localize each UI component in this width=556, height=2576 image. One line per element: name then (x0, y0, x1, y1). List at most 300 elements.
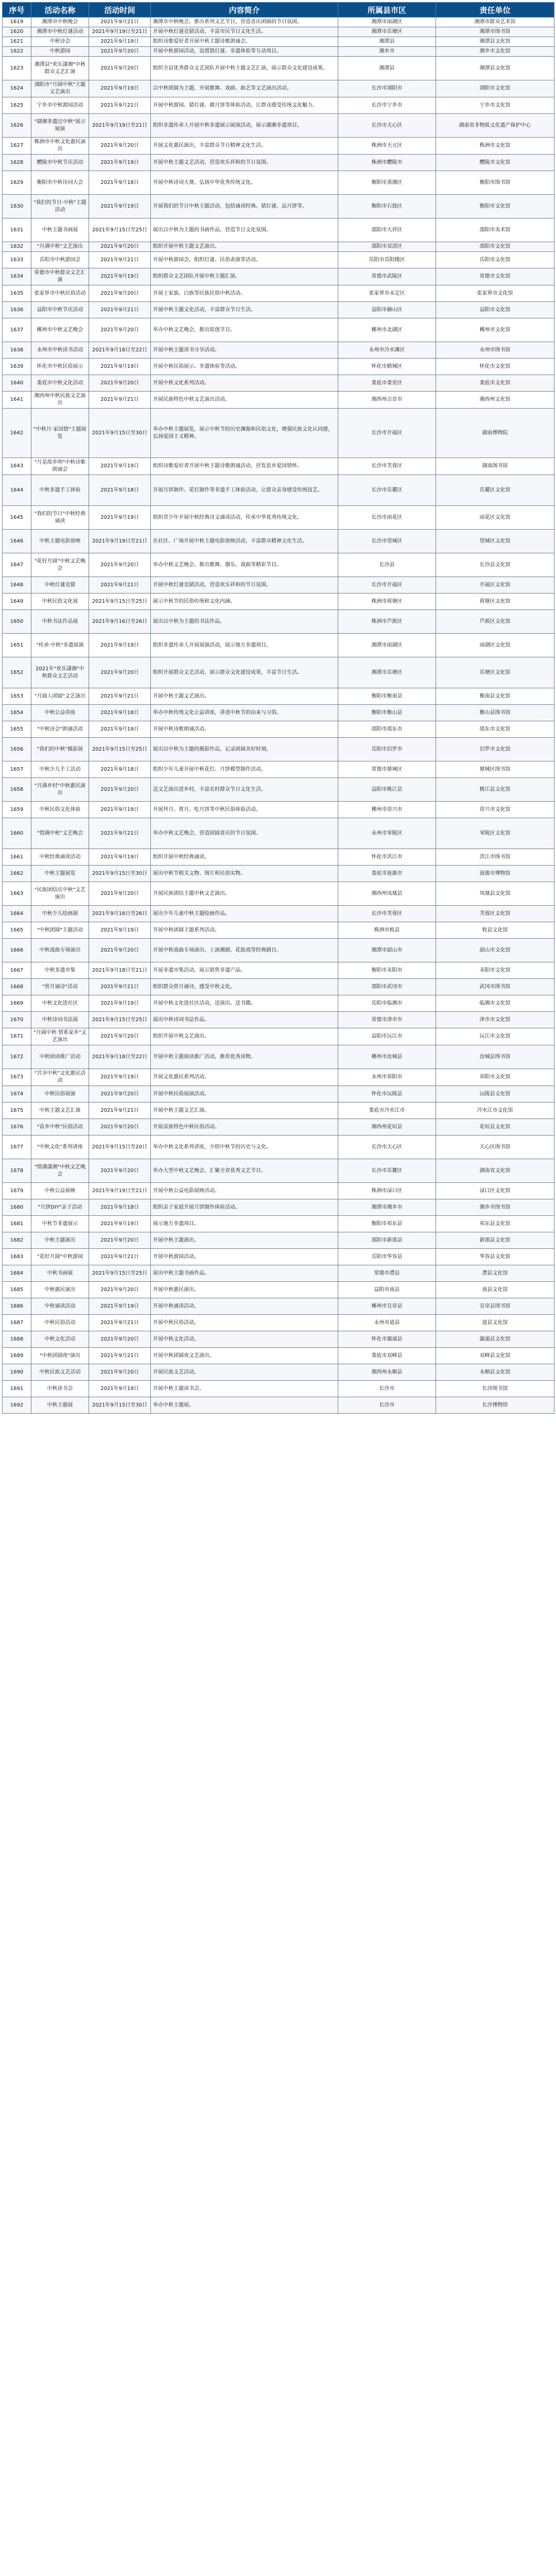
serial-number-cell: 1689 (3, 1348, 31, 1364)
responsible-unit-cell: 道县文化馆 (436, 1315, 554, 1331)
activity-name-cell: "民族团结庆中秋"文艺演出 (31, 882, 89, 906)
activity-time-cell: 2021年9月21日 (89, 818, 151, 849)
county-district-cell: 株洲市渌口区 (338, 1183, 436, 1199)
county-district-cell: 株洲市芦淞区 (338, 610, 436, 634)
responsible-unit-cell: 湘潭市群众艺术馆 (436, 18, 554, 27)
content-summary-cell: 开展中秋戏曲专场演出，上演湘剧、花鼓戏等经典剧目。 (151, 939, 338, 962)
table-row (3, 138, 554, 155)
county-district-cell: 娄底市冷水江市 (338, 1103, 436, 1119)
county-district-cell: 长沙县 (338, 553, 436, 577)
content-summary-cell: 开展中秋惠民演出。 (151, 1282, 338, 1298)
activity-name-cell: 怀化市中秋民俗展示 (31, 359, 89, 375)
table-row (3, 1012, 554, 1028)
activity-time-cell: 2021年9月20日 (89, 285, 151, 302)
table-row (3, 1086, 554, 1103)
header-activity-time: 活动时间 (89, 3, 151, 18)
activity-name-cell: 益阳市中秋节庆活动 (31, 302, 89, 318)
responsible-unit-cell: 湘乡市图书馆 (436, 1199, 554, 1216)
activity-name-cell: "中秋团圆"主题活动 (31, 922, 89, 939)
table-row (3, 57, 554, 80)
county-district-cell: 长沙市天心区 (338, 114, 436, 138)
responsible-unit-cell: 永顺县文化馆 (436, 1364, 554, 1381)
county-district-cell: 岳阳市汨罗市 (338, 738, 436, 761)
header-serial-number: 序号 (3, 3, 31, 18)
activity-name-cell: 中秋非遗手工体验 (31, 475, 89, 506)
serial-number-cell: 1674 (3, 1086, 31, 1103)
responsible-unit-cell: 长沙县文化馆 (436, 553, 554, 577)
serial-number-cell: 1664 (3, 906, 31, 922)
activity-name-cell: 中秋民俗展演 (31, 1086, 89, 1103)
header-content-summary: 内容简介 (151, 3, 338, 18)
activity-name-cell: "月是故乡明"中秋诗歌朗诵会 (31, 458, 89, 475)
table-row (3, 171, 554, 195)
header-activity-name: 活动名称 (31, 3, 89, 18)
table-row (3, 195, 554, 218)
activity-name-cell: "中秋月·家国情"主题展览 (31, 409, 89, 458)
county-district-cell: 衡阳市祁东县 (338, 1216, 436, 1232)
table-row (3, 657, 554, 688)
responsible-unit-cell: 花垣县文化馆 (436, 1119, 554, 1136)
activity-time-cell: 2021年9月18日至21日 (89, 962, 151, 979)
county-district-cell: 湘西州花垣县 (338, 1119, 436, 1136)
table-row (3, 342, 554, 359)
activity-name-cell: 中秋公益讲座 (31, 705, 89, 721)
activity-name-cell: 中秋读书会 (31, 1381, 89, 1397)
county-district-cell: 益阳市南县 (338, 1282, 436, 1298)
table-row (3, 155, 554, 171)
county-district-cell: 长沙市开福区 (338, 577, 436, 594)
serial-number-cell: 1628 (3, 155, 31, 171)
activity-time-cell: 2021年9月19日至21日 (89, 114, 151, 138)
content-summary-cell: 开展中秋主题文艺活动，营造欢乐祥和的节日氛围。 (151, 155, 338, 171)
activity-name-cell: "情满中秋"文艺晚会 (31, 818, 89, 849)
activity-time-cell: 2021年9月20日 (89, 778, 151, 802)
county-district-cell: 株洲市天元区 (338, 138, 436, 155)
content-summary-cell: 举办中秋主题展。 (151, 1397, 338, 1414)
table-row (3, 1103, 554, 1119)
table-row (3, 778, 554, 802)
serial-number-cell: 1659 (3, 802, 31, 818)
activity-name-cell: 中秋民族文艺活动 (31, 1364, 89, 1381)
table-row (3, 1348, 554, 1364)
responsible-unit-cell: 长沙博物馆 (436, 1397, 554, 1414)
activity-name-cell: 中秋民俗文化展 (31, 594, 89, 610)
responsible-unit-cell: 岳麓区文化馆 (436, 475, 554, 506)
serial-number-cell: 1647 (3, 553, 31, 577)
table-row (3, 610, 554, 634)
table-row (3, 1136, 554, 1159)
serial-number-cell: 1620 (3, 27, 31, 37)
activity-name-cell: 中秋文化活动 (31, 1331, 89, 1348)
content-summary-cell: 开展中秋文化系列活动。 (151, 375, 338, 392)
serial-number-cell: 1652 (3, 657, 31, 688)
activity-name-cell: 中秋诗词书法展 (31, 1012, 89, 1028)
serial-number-cell: 1671 (3, 1028, 31, 1045)
table-row (3, 761, 554, 778)
table-row (3, 1232, 554, 1249)
serial-number-cell: 1676 (3, 1119, 31, 1136)
table-row (3, 1315, 554, 1331)
activity-time-cell: 2021年9月15日至25日 (89, 218, 151, 242)
serial-number-cell: 1666 (3, 939, 31, 962)
county-district-cell: 株洲市荷塘区 (338, 594, 436, 610)
county-district-cell: 娄底市涟源市 (338, 866, 436, 882)
content-summary-cell: 以中秋团圆为主题，开展歌舞、戏曲、曲艺等文艺演出活动。 (151, 80, 338, 97)
table-row (3, 27, 554, 37)
activity-time-cell: 2021年9月19日 (89, 1381, 151, 1397)
activity-name-cell: 湘西州中秋民族文艺演出 (31, 392, 89, 409)
county-district-cell: 衡阳市蒸湘区 (338, 171, 436, 195)
content-summary-cell: 开展中秋灯谜竞猜活动，丰富市民节日文化生活。 (151, 27, 338, 37)
serial-number-cell: 1692 (3, 1397, 31, 1414)
activity-name-cell: "赏月诵诗"活动 (31, 979, 89, 995)
county-district-cell: 常德市鼎城区 (338, 761, 436, 778)
table-row (3, 553, 554, 577)
responsible-unit-cell: 沅江市文化馆 (436, 1028, 554, 1045)
activity-name-cell: "花好月圆"中秋游园 (31, 1249, 89, 1265)
county-district-cell: 邵阳市双清区 (338, 242, 436, 252)
activity-time-cell: 2021年9月21日 (89, 1103, 151, 1119)
serial-number-cell: 1650 (3, 610, 31, 634)
activity-name-cell: 中秋公益展映 (31, 1183, 89, 1199)
activity-name-cell: "苗乡中秋"民俗活动 (31, 1119, 89, 1136)
table-row (3, 1069, 554, 1086)
serial-number-cell: 1639 (3, 359, 31, 375)
table-row (3, 506, 554, 530)
content-summary-cell: 开展月饼制作、花灯制作等非遗手工体验活动，让群众亲身感受传统技艺。 (151, 475, 338, 506)
county-district-cell: 湘西州凤凰县 (338, 882, 436, 906)
activity-time-cell: 2021年9月20日 (89, 1028, 151, 1045)
activity-name-cell: 中秋诵读活动 (31, 1298, 89, 1315)
serial-number-cell: 1669 (3, 995, 31, 1012)
content-summary-cell: 开展中秋诵读活动。 (151, 1298, 338, 1315)
table-row (3, 866, 554, 882)
county-district-cell: 株洲市醴陵市 (338, 155, 436, 171)
serial-number-cell: 1686 (3, 1298, 31, 1315)
activity-time-cell: 2021年9月19日 (89, 922, 151, 939)
activity-time-cell: 2021年9月19日至21日 (89, 530, 151, 553)
activity-name-cell: 湘潭市中秋灯谜活动 (31, 27, 89, 37)
responsible-unit-cell: 汨罗市文化馆 (436, 738, 554, 761)
activity-name-cell: 中秋民俗活动 (31, 1315, 89, 1331)
responsible-unit-cell: 常德市文化馆 (436, 268, 554, 285)
county-district-cell: 永州市冷水滩区 (338, 342, 436, 359)
content-summary-cell: 开展中秋游园活动，设置猜灯谜、非遗体验等互动项目。 (151, 47, 338, 57)
content-summary-cell: 开展文化惠民演出，丰富群众节日精神文化生活。 (151, 138, 338, 155)
header-row (3, 3, 554, 18)
content-summary-cell: 组织群众赏月诵诗，感受中秋文化。 (151, 979, 338, 995)
serial-number-cell: 1661 (3, 849, 31, 866)
activity-time-cell: 2021年9月19日 (89, 802, 151, 818)
serial-number-cell: 1633 (3, 252, 31, 268)
responsible-unit-cell: 祁东县文化馆 (436, 1216, 554, 1232)
serial-number-cell: 1662 (3, 866, 31, 882)
responsible-unit-cell: 资兴市文化馆 (436, 802, 554, 818)
activity-time-cell: 2021年9月18日 (89, 1199, 151, 1216)
table-row (3, 97, 554, 114)
serial-number-cell: 1682 (3, 1232, 31, 1249)
table-row (3, 1183, 554, 1199)
content-summary-cell: 开展拜月、赏月、吃月饼等中秋民俗体验活动。 (151, 802, 338, 818)
responsible-unit-cell: 岳阳市文化馆 (436, 252, 554, 268)
header-county-district: 所属县市区 (338, 3, 436, 18)
content-summary-cell: 开展中秋诗词大赛，弘扬中华优秀传统文化。 (151, 171, 338, 195)
activity-time-cell: 2021年9月20日 (89, 657, 151, 688)
activity-table (2, 2, 554, 1414)
activity-time-cell: 2021年9月18日 (89, 705, 151, 721)
county-district-cell: 邵阳市邵东市 (338, 721, 436, 738)
county-district-cell: 岳阳市临湘市 (338, 995, 436, 1012)
county-district-cell: 株洲市攸县 (338, 922, 436, 939)
activity-name-cell: "花好月圆"中秋文艺晚会 (31, 553, 89, 577)
responsible-unit-cell: 怀化市文化馆 (436, 359, 554, 375)
county-district-cell: 衡阳市衡山县 (338, 705, 436, 721)
table-row (3, 1249, 554, 1265)
content-summary-cell: 开展中秋民俗展演活动。 (151, 1086, 338, 1103)
activity-name-cell: 中秋主题展 (31, 1397, 89, 1414)
serial-number-cell: 1654 (3, 705, 31, 721)
activity-time-cell: 2021年9月19日 (89, 268, 151, 285)
county-district-cell: 湘西州永顺县 (338, 1364, 436, 1381)
activity-name-cell: 2021年"欢乐潇湘"中秋群众文艺活动 (31, 657, 89, 688)
content-summary-cell: 开展我们的节日中秋主题活动，包括诵读经典、猜灯谜、品月饼等。 (151, 195, 338, 218)
county-district-cell: 长沙市雨花区 (338, 506, 436, 530)
table-row (3, 47, 554, 57)
table-row (3, 1282, 554, 1298)
activity-name-cell: "情满潇湘"中秋文艺晚会 (31, 1159, 89, 1183)
serial-number-cell: 1653 (3, 688, 31, 705)
activity-time-cell: 2021年9月15日至25日 (89, 1265, 151, 1282)
content-summary-cell: 开展中秋文化进社区活动，送演出、送书籍。 (151, 995, 338, 1012)
content-summary-cell: 开展中秋灯谜竞猜活动，营造欢乐祥和的节日氛围。 (151, 577, 338, 594)
responsible-unit-cell: 祁阳市文化馆 (436, 1069, 554, 1086)
activity-time-cell: 2021年9月15日至25日 (89, 738, 151, 761)
activity-time-cell: 2021年9月19日 (89, 1069, 151, 1086)
content-summary-cell: 开展民族团结主题中秋文艺演出。 (151, 882, 338, 906)
county-district-cell: 湘西州吉首市 (338, 392, 436, 409)
county-district-cell: 湘潭市韶山市 (338, 939, 436, 962)
activity-time-cell: 2021年9月20日 (89, 138, 151, 155)
activity-name-cell: "我们的节日·中秋"主题活动 (31, 195, 89, 218)
content-summary-cell: 开展中秋主题文艺演出。 (151, 688, 338, 705)
table-row (3, 80, 554, 97)
county-district-cell: 长沙市岳麓区 (338, 1159, 436, 1183)
serial-number-cell: 1643 (3, 458, 31, 475)
responsible-unit-cell: 华容县文化馆 (436, 1249, 554, 1265)
county-district-cell: 常德市津市市 (338, 1012, 436, 1028)
county-district-cell: 长沙市芙蓉区 (338, 458, 436, 475)
responsible-unit-cell: 雨花区文化馆 (436, 506, 554, 530)
table-row (3, 392, 554, 409)
serial-number-cell: 1648 (3, 577, 31, 594)
responsible-unit-cell: 零陵区文化馆 (436, 818, 554, 849)
content-summary-cell: 开展中秋主题读书分享活动。 (151, 342, 338, 359)
activity-time-cell: 2021年9月18日 (89, 171, 151, 195)
responsible-unit-cell: 邵阳市文化馆 (436, 242, 554, 252)
serial-number-cell: 1625 (3, 97, 31, 114)
activity-time-cell: 2021年9月15日至25日 (89, 1012, 151, 1028)
serial-number-cell: 1678 (3, 1159, 31, 1183)
serial-number-cell: 1621 (3, 37, 31, 47)
county-district-cell: 衡阳市衡南县 (338, 688, 436, 705)
activity-name-cell: 浏阳市"月圆中秋"主题文艺演出 (31, 80, 89, 97)
activity-time-cell: 2021年9月21日 (89, 577, 151, 594)
serial-number-cell: 1632 (3, 242, 31, 252)
responsible-unit-cell: 攸县文化馆 (436, 922, 554, 939)
activity-time-cell: 2021年9月21日 (89, 1249, 151, 1265)
serial-number-cell: 1670 (3, 1012, 31, 1028)
responsible-unit-cell: 临湘市文化馆 (436, 995, 554, 1012)
content-summary-cell: 举办中秋主题展览，展示中秋节的历史渊源和民俗文化，增强民族文化认同感，弘扬爱国主义精神。 (151, 409, 338, 458)
county-district-cell: 岳阳市岳阳楼区 (338, 252, 436, 268)
serial-number-cell: 1691 (3, 1381, 31, 1397)
activity-name-cell: "我们的中秋"摄影展 (31, 738, 89, 761)
serial-number-cell: 1642 (3, 409, 31, 458)
table-row (3, 18, 554, 27)
content-summary-cell: 组织诗歌爱好者开展中秋主题诗歌朗诵活动，抒发思乡爱国情怀。 (151, 458, 338, 475)
table-row (3, 906, 554, 922)
serial-number-cell: 1655 (3, 721, 31, 738)
serial-number-cell: 1683 (3, 1249, 31, 1265)
activity-name-cell: 岳阳市中秋游园会 (31, 252, 89, 268)
content-summary-cell: 开展中秋主题文化活动，丰富群众节日生活。 (151, 302, 338, 318)
responsible-unit-cell: 沅陵县文化馆 (436, 1086, 554, 1103)
responsible-unit-cell: 衡南县文化馆 (436, 688, 554, 705)
activity-time-cell: 2021年9月20日 (89, 553, 151, 577)
activity-time-cell: 2021年9月20日 (89, 375, 151, 392)
content-summary-cell: 开展中秋文化活动。 (151, 1331, 338, 1348)
activity-name-cell: 郴州市中秋文艺晚会 (31, 318, 89, 342)
responsible-unit-cell: 荷塘区文化馆 (436, 594, 554, 610)
activity-name-cell: "传承·中秋"非遗展演 (31, 634, 89, 657)
activity-time-cell: 2021年9月19日 (89, 721, 151, 738)
responsible-unit-cell: 冷水江市文化馆 (436, 1103, 554, 1119)
activity-time-cell: 2021年9月18日至22日 (89, 1045, 151, 1069)
county-district-cell: 湘潭县 (338, 57, 436, 80)
activity-name-cell: 中秋惠民演出 (31, 1282, 89, 1298)
activity-time-cell: 2021年9月19日 (89, 634, 151, 657)
table-row (3, 409, 554, 458)
table-row (3, 285, 554, 302)
serial-number-cell: 1638 (3, 342, 31, 359)
serial-number-cell: 1680 (3, 1199, 31, 1216)
county-district-cell: 娄底市双峰县 (338, 1348, 436, 1364)
serial-number-cell: 1657 (3, 761, 31, 778)
table-row (3, 318, 554, 342)
serial-number-cell: 1623 (3, 57, 31, 80)
activity-time-cell: 2021年9月21日 (89, 1315, 151, 1331)
content-summary-cell: 组织青少年开展中秋经典诗文诵读活动，传承中华优秀传统文化。 (151, 506, 338, 530)
county-district-cell: 郴州市宜章县 (338, 1298, 436, 1315)
table-row (3, 1331, 554, 1348)
activity-name-cell: 中秋非遗市集 (31, 962, 89, 979)
county-district-cell: 邵阳市武冈市 (338, 979, 436, 995)
responsible-unit-cell: 娄底市文化馆 (436, 375, 554, 392)
responsible-unit-cell: 洪江市图书馆 (436, 849, 554, 866)
responsible-unit-cell: 津市市文化馆 (436, 1012, 554, 1028)
county-district-cell: 湘潭市岳塘区 (338, 27, 436, 37)
serial-number-cell: 1684 (3, 1265, 31, 1282)
responsible-unit-cell: 邵东市文化馆 (436, 721, 554, 738)
serial-number-cell: 1656 (3, 738, 31, 761)
table-row (3, 218, 554, 242)
table-row (3, 802, 554, 818)
table-row (3, 995, 554, 1012)
serial-number-cell: 1672 (3, 1045, 31, 1069)
county-district-cell: 娄底市娄星区 (338, 375, 436, 392)
table-body (3, 18, 554, 1414)
activity-time-cell: 2021年9月20日 (89, 1119, 151, 1136)
activity-time-cell: 2021年9月21日 (89, 979, 151, 995)
county-district-cell: 长沙市浏阳市 (338, 80, 436, 97)
county-district-cell: 邵阳市新邵县 (338, 1232, 436, 1249)
activity-name-cell: 娄底市中秋文化活动 (31, 375, 89, 392)
content-summary-cell: 举办大型中秋文艺晚会，汇聚全省优秀文艺节目。 (151, 1159, 338, 1183)
content-summary-cell: 展出中秋节相关文物、图片和民俗实物。 (151, 866, 338, 882)
responsible-unit-cell: 湖南博物院 (436, 409, 554, 458)
content-summary-cell: 开展文化惠民系列活动。 (151, 1069, 338, 1086)
activity-time-cell: 2021年9月20日 (89, 57, 151, 80)
content-summary-cell: 展出以中秋为主题的书画作品，营造节日文化氛围。 (151, 218, 338, 242)
header-responsible-unit: 责任单位 (436, 3, 554, 18)
county-district-cell: 怀化市沅陵县 (338, 1086, 436, 1103)
table-row (3, 594, 554, 610)
activity-time-cell: 2021年9月19日 (89, 155, 151, 171)
county-district-cell: 湘潭市岳塘区 (338, 657, 436, 688)
county-district-cell: 怀化市洪江市 (338, 849, 436, 866)
activity-time-cell: 2021年9月19日 (89, 80, 151, 97)
activity-name-cell: 常德市中秋群众文艺汇演 (31, 268, 89, 285)
activity-name-cell: 张家界市中秋民俗活动 (31, 285, 89, 302)
serial-number-cell: 1619 (3, 18, 31, 27)
county-district-cell: 衡阳市耒阳市 (338, 962, 436, 979)
activity-time-cell: 2021年9月20日 (89, 47, 151, 57)
activity-name-cell: "月圆中秋·情系家乡"文艺演出 (31, 1028, 89, 1045)
table-row (3, 268, 554, 285)
activity-time-cell: 2021年9月21日 (89, 392, 151, 409)
county-district-cell: 怀化市溆浦县 (338, 1331, 436, 1348)
activity-name-cell: 永州市中秋读书活动 (31, 342, 89, 359)
activity-name-cell: 株洲市中秋文化惠民演出 (31, 138, 89, 155)
responsible-unit-cell: 岳塘区文化馆 (436, 657, 554, 688)
content-summary-cell: 开展中秋团圆主题系列活动。 (151, 922, 338, 939)
content-summary-cell: 展出以中秋为主题的摄影作品，记录团圆美好时刻。 (151, 738, 338, 761)
content-summary-cell: 举办中秋文化系列讲座，介绍中秋节的历史与文化。 (151, 1136, 338, 1159)
activity-time-cell: 2021年9月19日 (89, 995, 151, 1012)
content-summary-cell: 开展土家族、白族等民族民俗中秋活动。 (151, 285, 338, 302)
serial-number-cell: 1624 (3, 80, 31, 97)
content-summary-cell: 组织非遗传承人开展展演活动，展示地方非遗项目。 (151, 634, 338, 657)
activity-time-cell: 2021年9月19日至21日 (89, 1183, 151, 1199)
table-row (3, 1199, 554, 1216)
activity-name-cell: 中秋主题展览 (31, 866, 89, 882)
serial-number-cell: 1629 (3, 171, 31, 195)
serial-number-cell: 1679 (3, 1183, 31, 1199)
county-district-cell: 湘乡市 (338, 47, 436, 57)
activity-time-cell: 2021年9月18日 (89, 761, 151, 778)
content-summary-cell: 开展中秋诗歌朗诵活动。 (151, 721, 338, 738)
responsible-unit-cell: 邵阳市美术馆 (436, 218, 554, 242)
county-district-cell: 永州市祁阳市 (338, 1069, 436, 1086)
activity-name-cell: 中秋主题书画展 (31, 218, 89, 242)
activity-name-cell: "中秋诗会"朗诵活动 (31, 721, 89, 738)
responsible-unit-cell: 南县文化馆 (436, 1282, 554, 1298)
content-summary-cell: 组织开展群众文艺活动，展示群众文化建设成果，丰富节日生活。 (151, 657, 338, 688)
responsible-unit-cell: 长沙图书馆 (436, 1381, 554, 1397)
activity-time-cell: 2021年9月19日 (89, 1216, 151, 1232)
serial-number-cell: 1658 (3, 778, 31, 802)
activity-name-cell: 中秋戏曲专场演出 (31, 939, 89, 962)
